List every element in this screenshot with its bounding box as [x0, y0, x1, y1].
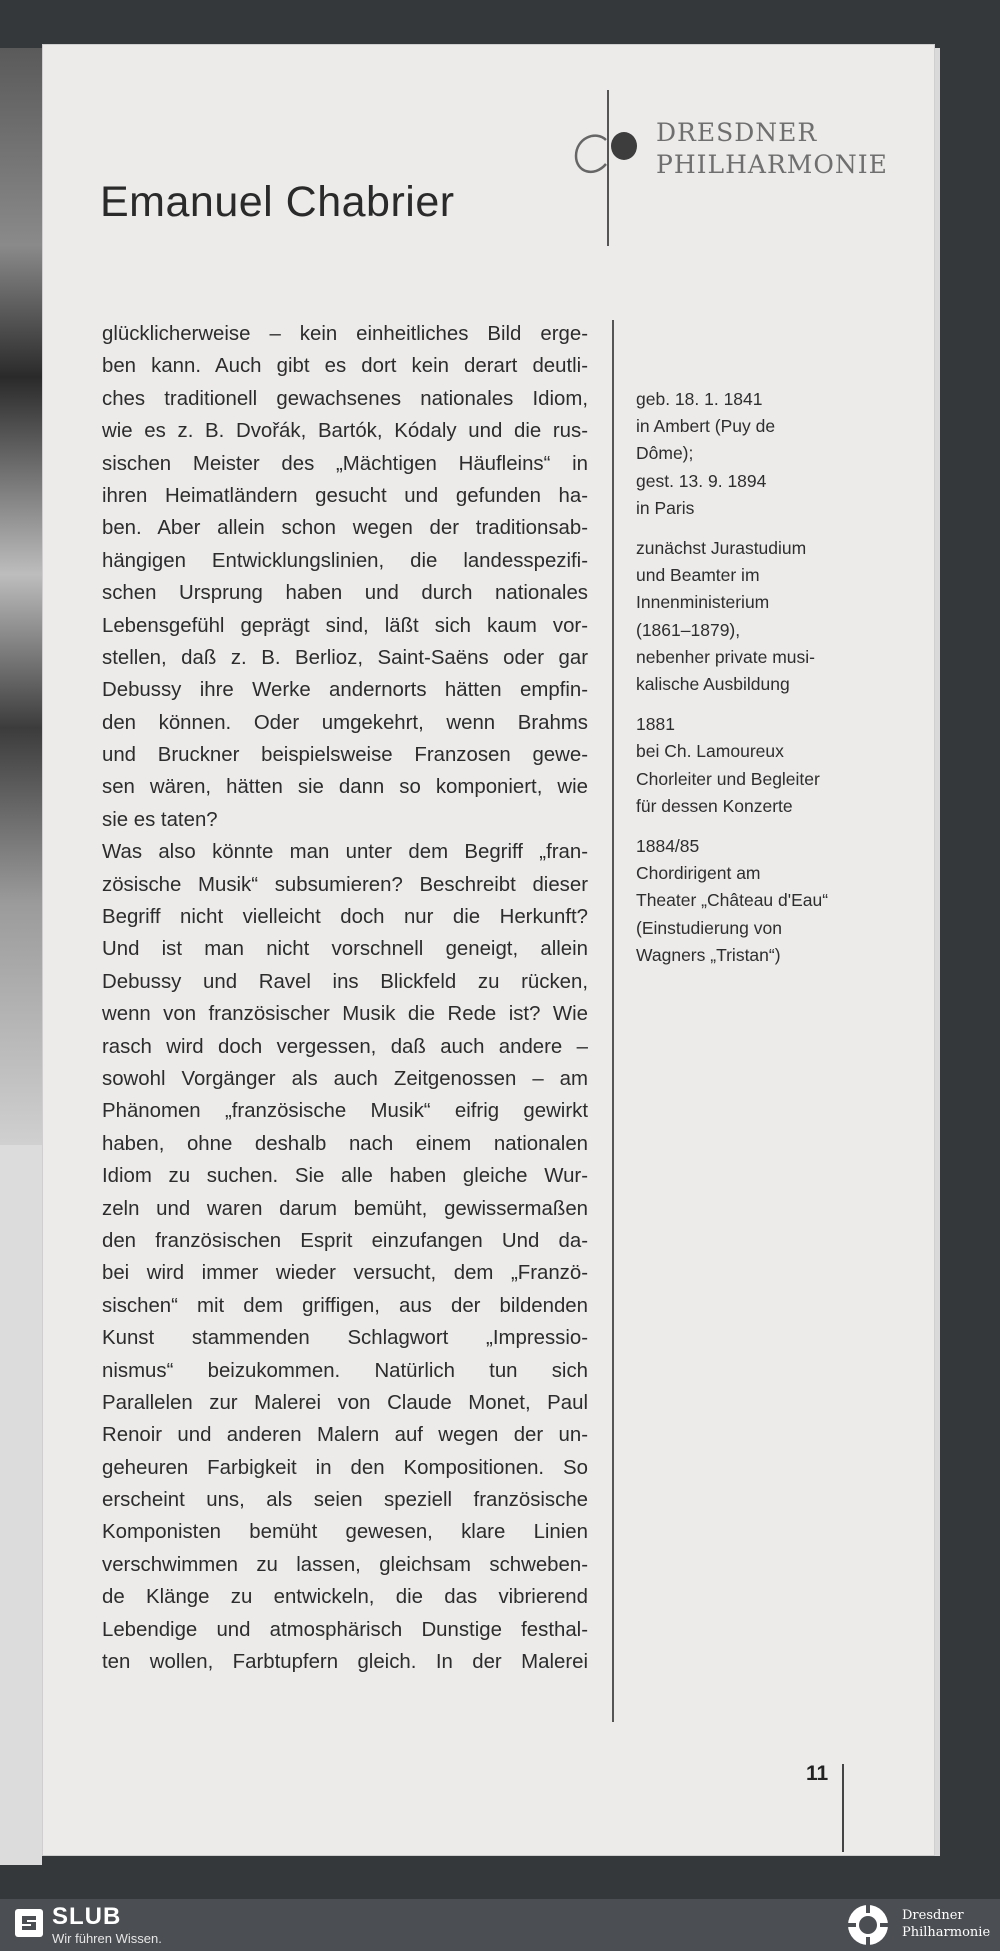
text-line: rasch wird doch vergessen, daß auch andere –: [102, 1035, 588, 1058]
text-line: sowohl Vorgänger als auch Zeitgenossen – am: [102, 1067, 588, 1090]
sidebar-line: in Paris: [636, 497, 695, 518]
sidebar-block: [636, 833, 886, 969]
text-line: ches traditionell gewachsenes nationales Idiom,: [102, 387, 588, 410]
text-line: hängigen Entwicklungslinien, die landesspezifi-: [102, 549, 588, 572]
text-line: zeln und waren darum bemüht, gewissermaßen: [102, 1197, 588, 1220]
text-line: Debussy und Ravel ins Blickfeld zu rücken,: [102, 970, 588, 993]
text-line: und Bruckner beispielsweise Franzosen gewe-: [102, 744, 588, 767]
main-text-column: [102, 318, 588, 1678]
partner-name-line2[interactable]: Philharmonie: [902, 1925, 991, 1940]
sidebar-line: 1881: [636, 714, 675, 735]
sidebar-line: bei Ch. Lamoureux: [636, 741, 784, 762]
sidebar-line: Dôme);: [636, 443, 694, 464]
partner-name-line1[interactable]: Dresdner: [902, 1908, 964, 1923]
sidebar-line: für dessen Konzerte: [636, 795, 793, 816]
dresdner-philharmonie-logo: [568, 88, 888, 248]
text-line: wie es z. B. Dvořák, Bartók, Kódaly und die rus-: [102, 420, 588, 443]
sidebar-line: Chordirigent am: [636, 863, 761, 884]
text-line: Lebensgefühl geprägt sind, läßt sich kaum vor-: [102, 614, 588, 637]
sidebar-line: kalische Ausbildung: [636, 674, 790, 695]
sidebar-line: geb. 18. 1. 1841: [636, 389, 763, 409]
sidebar-line: (Einstudierung von: [636, 917, 782, 938]
page-number-rule: [842, 1764, 844, 1852]
logo-text-philharmonie: PHILHARMONIE: [656, 150, 888, 179]
text-line: de Klänge zu entwickeln, die das vibrierend: [102, 1586, 588, 1609]
text-line: ben kann. Auch gibt es dort kein derart deutli-: [102, 355, 588, 378]
sidebar-line: Chorleiter und Begleiter: [636, 768, 820, 789]
text-line: den französischen Esprit einzufangen Und da-: [102, 1229, 588, 1252]
slub-name[interactable]: SLUB: [52, 1903, 122, 1930]
sidebar-line: gest. 13. 9. 1894: [636, 470, 767, 491]
text-line: ihren Heimatländern gesucht und gefunden ha-: [102, 484, 588, 507]
text-line: den können. Oder umgekehrt, wenn Brahms: [102, 711, 588, 734]
text-line: nismus“ beizukommen. Natürlich tun sich: [102, 1359, 588, 1382]
text-line: Kunst stammenden Schlagwort „Impressio-: [102, 1327, 588, 1350]
sidebar-line: nebenher private musi-: [636, 646, 815, 667]
logo-text-dresdner: DRESDNER: [656, 118, 818, 147]
text-line: sen wären, hätten sie dann so komponiert, wie: [102, 776, 588, 799]
sidebar-line: zunächst Jurastudium: [636, 538, 807, 559]
text-line: Komponisten bemüht gewesen, klare Linien: [102, 1521, 588, 1544]
text-line: glücklicherweise – kein einheitliches Bild erge-: [102, 323, 588, 345]
text-line: ten wollen, Farbtupfern gleich. In der Malerei: [102, 1651, 588, 1674]
slub-logo-icon[interactable]: [14, 1908, 44, 1938]
page-edge: [935, 48, 940, 1856]
text-line: sischen Meister des „Mächtigen Häufleins“ in: [102, 452, 588, 475]
sidebar-line: Wagners „Tristan“): [636, 944, 781, 965]
text-line: Phänomen „französische Musik“ eifrig gewirkt: [102, 1100, 588, 1123]
adjacent-page-photo: [0, 48, 42, 1145]
text-line: verschwimmen zu lassen, gleichsam schweben-: [102, 1553, 588, 1576]
text-line: Begriff nicht vielleicht doch nur die Herkunft?: [102, 906, 588, 929]
sidebar-block: [636, 711, 886, 820]
text-line: Debussy ihre Werke andernorts hätten empfin-: [102, 679, 588, 702]
text-line: haben, ohne deshalb nach einem nationalen: [102, 1132, 588, 1155]
dresdner-philharmonie-emblem-icon[interactable]: [843, 1902, 893, 1948]
adjacent-page-edge: [0, 1145, 42, 1865]
text-line: Und ist man nicht vorschnell geneigt, allein: [102, 938, 588, 961]
text-line: ben. Aber allein schon wegen der traditionsab-: [102, 517, 588, 540]
text-line: wenn von französischer Musik die Rede ist? Wie: [102, 1003, 588, 1026]
text-line: sischen“ mit dem griffigen, aus der bildenden: [102, 1294, 588, 1317]
sidebar-block: [636, 386, 886, 522]
text-line: Lebendige und atmosphärisch Dunstige festhal-: [102, 1618, 588, 1641]
column-divider: [612, 320, 614, 1722]
text-line: geheuren Farbigkeit in den Kompositionen. So: [102, 1456, 588, 1479]
page-title: Emanuel Chabrier: [100, 178, 455, 226]
viewer-footer: [0, 1899, 1000, 1951]
sidebar-line: 1884/85: [636, 836, 700, 857]
sidebar-line: Innenministerium: [636, 592, 770, 613]
sidebar-line: und Beamter im: [636, 565, 760, 586]
text-line: Was also könnte man unter dem Begriff „fran-: [102, 841, 588, 864]
biography-sidebar: [636, 386, 886, 982]
text-line: zösische Musik“ subsumieren? Beschreibt dieser: [102, 873, 588, 896]
text-line: Parallelen zur Malerei von Claude Monet, Paul: [102, 1391, 588, 1414]
text-line: Idiom zu suchen. Sie alle haben gleiche Wur-: [102, 1165, 588, 1188]
dp-monogram-icon: [568, 88, 648, 248]
text-line: schen Ursprung haben und durch nationales: [102, 582, 588, 605]
text-line: bei wird immer wieder versucht, dem „Franzö-: [102, 1262, 588, 1285]
slub-slogan: Wir führen Wissen.: [52, 1931, 162, 1946]
page-number: 11: [806, 1762, 829, 1785]
text-line: sie es taten?: [102, 808, 218, 831]
sidebar-line: (1861–1879),: [636, 619, 741, 640]
text-line: stellen, daß z. B. Berlioz, Saint-Saëns oder gar: [102, 646, 588, 669]
sidebar-block: [636, 535, 886, 698]
sidebar-line: in Ambert (Puy de: [636, 416, 776, 437]
text-line: Renoir und anderen Malern auf wegen der un-: [102, 1424, 588, 1447]
sidebar-line: Theater „Château d'Eau“: [636, 890, 829, 911]
text-line: erscheint uns, als seien speziell französische: [102, 1489, 588, 1512]
